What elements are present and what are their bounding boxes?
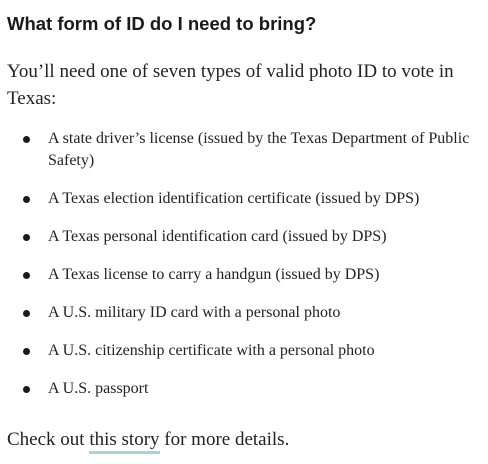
faq-question-heading: What form of ID do I need to bring? bbox=[7, 13, 317, 34]
list-item-text: A state driver’s license (issued by the Texas Department of Public Safety) bbox=[48, 130, 470, 169]
list-item-text: A U.S. passport bbox=[48, 380, 149, 397]
more-details-paragraph bbox=[7, 426, 289, 453]
faq-section bbox=[7, 11, 481, 450]
list-item bbox=[7, 302, 481, 324]
list-item-text: A Texas election identification certificate (issued by DPS) bbox=[48, 190, 420, 207]
intro-paragraph: You’ll need one of seven types of valid photo ID to vote in Texas: bbox=[7, 61, 454, 109]
bullet-icon bbox=[23, 136, 30, 143]
list-item bbox=[7, 128, 481, 172]
list-item-text: A U.S. military ID card with a personal photo bbox=[48, 304, 341, 321]
footer-prefix: Check out bbox=[7, 429, 90, 450]
footer-suffix: for more details. bbox=[159, 429, 290, 450]
list-item bbox=[7, 264, 481, 286]
id-types-list bbox=[7, 128, 481, 400]
bullet-icon bbox=[23, 234, 30, 241]
list-item-text: A Texas license to carry a handgun (issued by DPS) bbox=[48, 266, 380, 283]
list-item bbox=[7, 340, 481, 362]
list-item bbox=[7, 226, 481, 248]
list-item-text: A U.S. citizenship certificate with a personal photo bbox=[48, 342, 375, 359]
bullet-icon bbox=[23, 196, 30, 203]
list-item-text: A Texas personal identification card (issued by DPS) bbox=[48, 228, 387, 245]
bullet-icon bbox=[23, 272, 30, 279]
bullet-icon bbox=[23, 310, 30, 317]
list-item bbox=[7, 378, 481, 400]
list-item bbox=[7, 188, 481, 210]
bullet-icon bbox=[23, 386, 30, 393]
bullet-icon bbox=[23, 348, 30, 355]
story-link[interactable]: this story bbox=[89, 429, 159, 454]
